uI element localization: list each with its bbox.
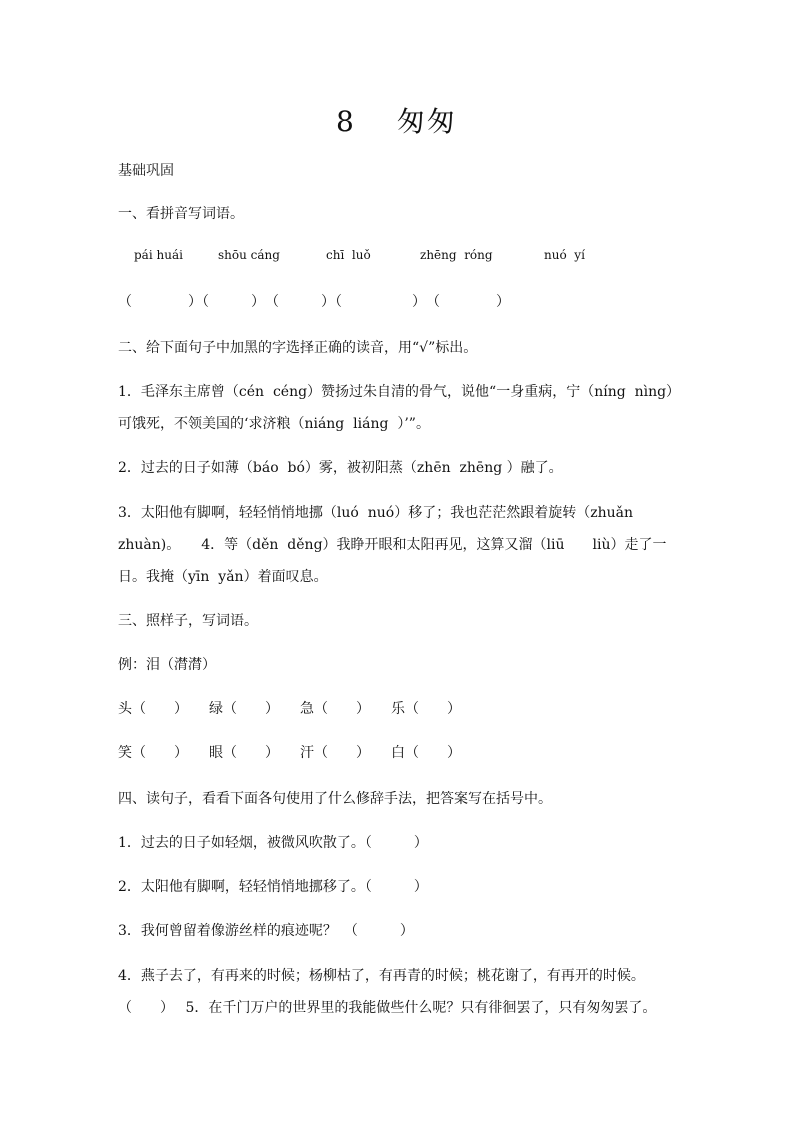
- page-title: 8 匆匆: [336, 105, 457, 138]
- q4-line-2: 2．太阳他有脚啊，轻轻悄悄地挪移了。（ ）: [118, 879, 428, 895]
- q1-heading: 一、看拼音写词语。: [118, 206, 244, 222]
- q2-line-2: 可饿死，不领美国的‘求济粮（niáng liáng ）’”。: [118, 416, 430, 432]
- q2-heading: 二、给下面句子中加黑的字选择正确的读音，用“√”标出。: [118, 340, 478, 356]
- q3-heading: 三、照样子，写词语。: [118, 613, 258, 629]
- q1-pinyin-1: pái huái: [134, 248, 183, 262]
- q4-line-4: 4．燕子去了，有再来的时候；杨柳枯了，有再青的时候；桃花谢了，有再开的时候。: [118, 968, 645, 984]
- q4-line-1: 1．过去的日子如轻烟，被微风吹散了。（ ）: [118, 835, 428, 851]
- q3-row-2: 笑（ ） 眼（ ） 汗（ ） 白（ ）: [118, 745, 461, 761]
- q2-line-1: 1．毛泽东主席曾（cén céng）赞扬过朱自清的骨气，说他“一身重病，宁（níng nìng）: [118, 384, 681, 400]
- q3-example: 例：泪（潸潸）: [118, 657, 216, 673]
- section-heading: 基础巩固: [118, 163, 174, 179]
- q2-line-4: 3．太阳他有脚啊，轻轻悄悄地挪（luó nuó）移了；我也茫茫然跟着旋转（zhuǎn: [118, 505, 633, 521]
- q2-line-6: 日。我掩（yīn yǎn）着面叹息。: [118, 569, 328, 585]
- q1-answer-blanks: （ ）（ ） （ ）（ ） （ ）: [118, 294, 510, 310]
- q4-line-5: （ ） 5．在千门万户的世界里的我能做些什么呢？只有徘徊罢了，只有匆匆罢了。: [118, 1000, 657, 1016]
- q3-row-1: 头（ ） 绿（ ） 急（ ） 乐（ ）: [118, 701, 461, 717]
- q1-pinyin-3: chī luǒ: [326, 248, 371, 262]
- q4-heading: 四、读句子，看看下面各句使用了什么修辞手法，把答案写在括号中。: [118, 791, 552, 807]
- q4-line-3: 3．我何曾留着像游丝样的痕迹呢？ （ ）: [118, 923, 414, 939]
- q1-pinyin-4: zhēng róng: [420, 248, 493, 262]
- q2-line-5: zhuàn)。 4．等（děn děng）我睁开眼和太阳再见，这算又溜（liū liù）走了一: [118, 537, 667, 553]
- q2-line-3: 2．过去的日子如薄（báo bó）雾，被初阳蒸（zhēn zhēng ）融了。: [118, 460, 563, 476]
- q1-pinyin-5: nuó yí: [544, 248, 585, 262]
- q1-pinyin-2: shōu cáng: [218, 248, 280, 262]
